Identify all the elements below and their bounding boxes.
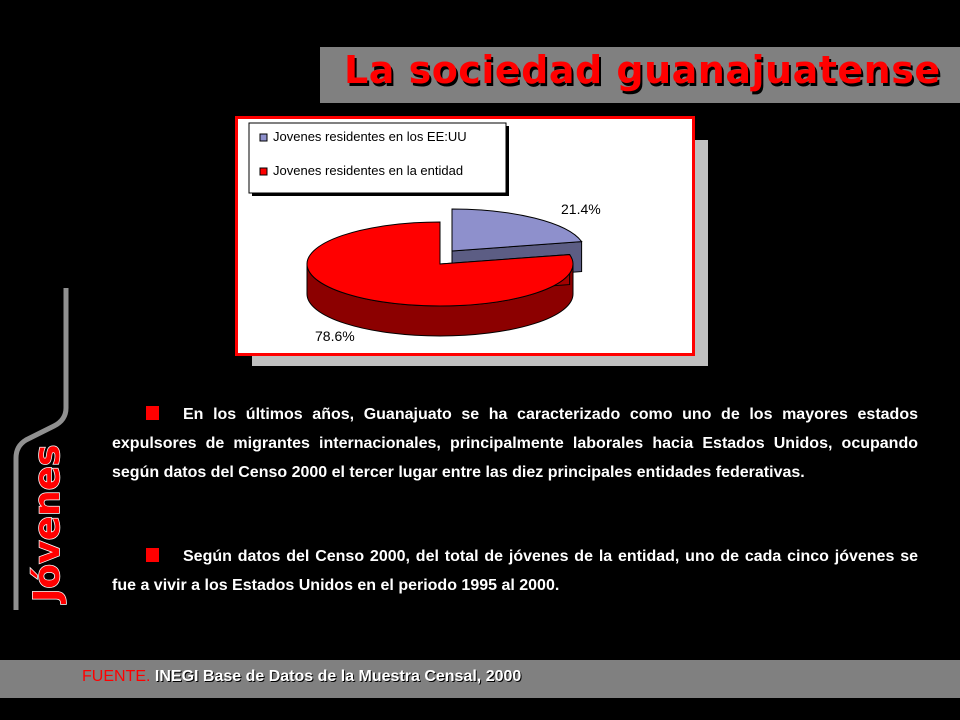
side-label-text: Jóvenes xyxy=(27,444,68,602)
paragraph-1 xyxy=(112,400,918,487)
footer-label: FUENTE. xyxy=(82,668,151,685)
paragraph-2 xyxy=(112,542,918,600)
footer xyxy=(82,668,521,686)
slide-title: La sociedad guanajuatense xyxy=(344,48,941,92)
legend-swatch-1 xyxy=(260,134,267,141)
legend-label-1: Jovenes residentes en los EE:UU xyxy=(273,129,467,144)
pie-value-label-2: 78.6% xyxy=(315,328,355,344)
pie-chart-svg xyxy=(235,116,695,356)
legend-label-2: Jovenes residentes en la entidad xyxy=(273,163,464,178)
footer-source: INEGI Base de Datos de la Muestra Censal, 2000 xyxy=(154,668,522,685)
paragraph-2-text: Según datos del Censo 2000, del total de jóvenes de la entidad, uno de cada cinco jóvenes se fue a vivir a los Estados Unidos en el periodo 1995 al 2000. xyxy=(112,548,918,594)
bullet-icon xyxy=(146,548,159,562)
pie-value-label-1: 21.4% xyxy=(561,201,601,217)
side-label xyxy=(5,430,95,610)
legend-swatch-2 xyxy=(260,168,267,175)
bullet-icon xyxy=(146,406,159,420)
chart-legend xyxy=(249,123,509,196)
paragraph-1-text: En los últimos años, Guanajuato se ha caracterizado como uno de los mayores estados expulsores de migrantes internacionales, principalmente laborales hacia Estados Unidos, ocupando según datos del Censo 2000 el tercer lugar entre las diez principales entidades federativas. xyxy=(112,406,918,481)
pie-chart xyxy=(235,116,695,356)
